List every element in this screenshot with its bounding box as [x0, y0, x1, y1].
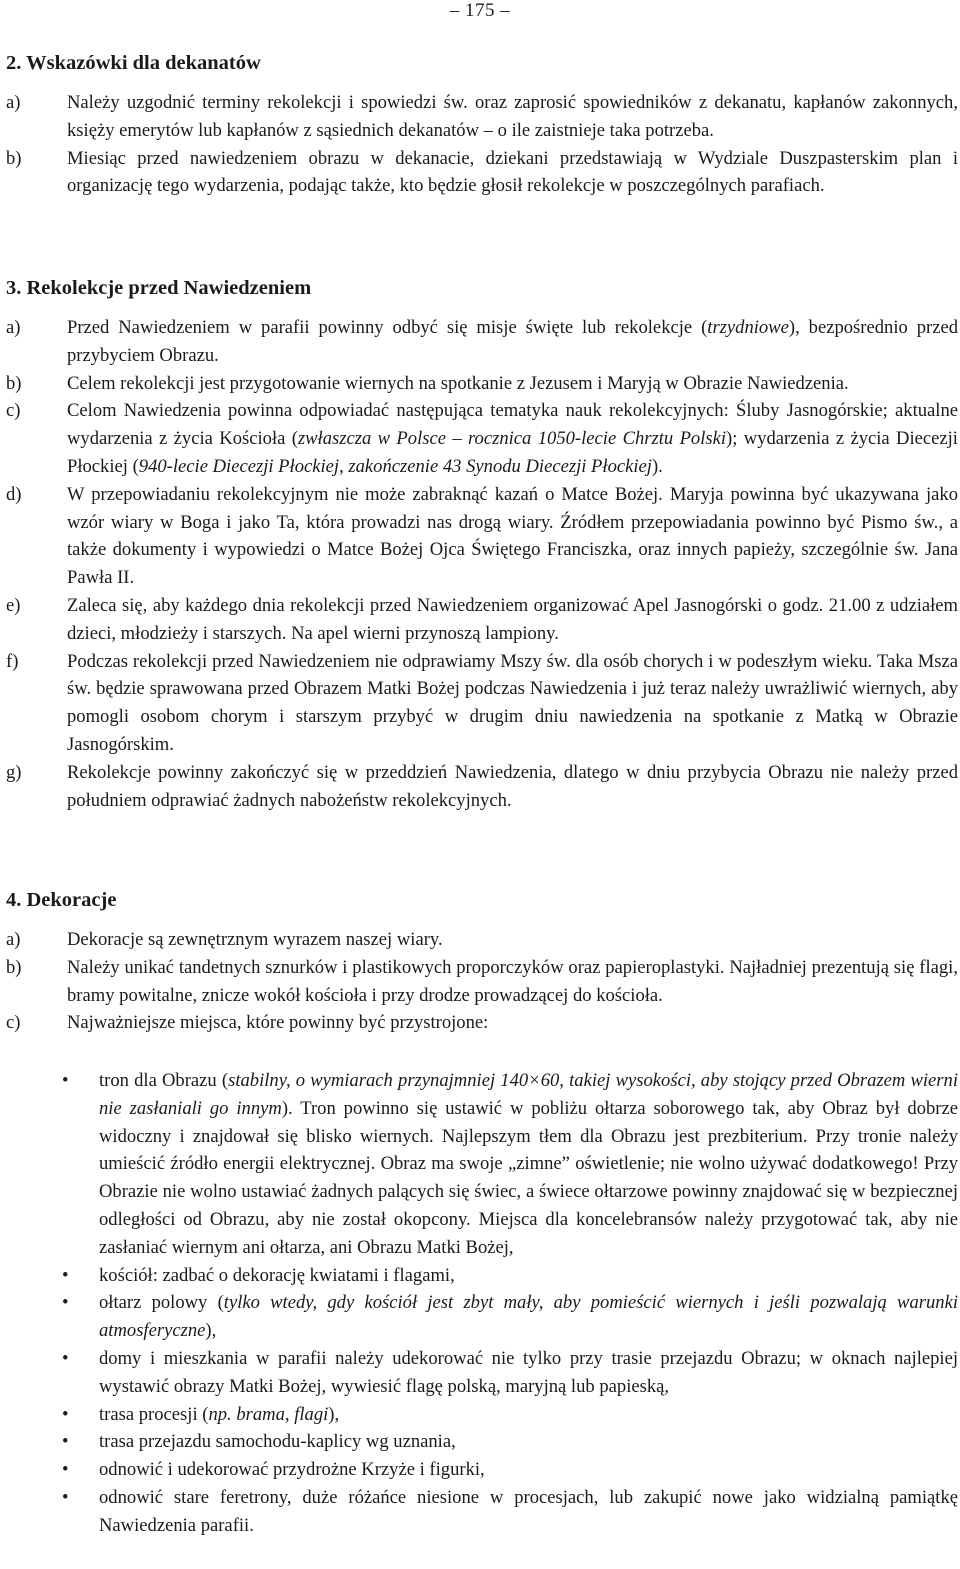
bullet-icon	[6, 1401, 99, 1429]
text-run: trasa procesji (	[99, 1403, 209, 1425]
item-text	[67, 1009, 958, 1037]
item-marker: d)	[6, 483, 22, 505]
text-run: trasa przejazdu samochodu-kaplicy wg uznania,	[99, 1431, 456, 1453]
text-run: Miesiąc przed nawiedzeniem obrazu w dekanacie, dziekani przedstawiają w Wydziale Duszpasterskim plan i organizację tego wydarzenia, podając także, kto będzie głosił rekolekcje w poszczególnych parafiach.	[67, 147, 958, 197]
item-text	[67, 397, 958, 480]
text-run: Najważniejsze miejsca, które powinny być przystrojone:	[67, 1012, 489, 1034]
bullet-text	[99, 1428, 958, 1456]
text-run: Celem rekolekcji jest przygotowanie wiernych na spotkanie z Jezusem i Maryją w Obrazie Nawiedzenia.	[67, 372, 849, 394]
item-marker: f)	[6, 650, 19, 672]
text-run: ); wydarzenia z życia Diecezji Płockiej (	[67, 428, 958, 477]
list-item	[6, 145, 958, 201]
bullet-item	[6, 1289, 958, 1345]
bullet-icon	[6, 1456, 99, 1484]
item-marker: b)	[6, 372, 22, 394]
list-item	[6, 648, 958, 759]
list-item	[6, 89, 958, 145]
text-run: ). Tron powinno się ustawić w pobliżu ołtarza soborowego tak, aby Obraz był dobrze widoczny i znajdował się blisko wiernych. Najlepszym tłem dla Obrazu jest prezbiterium. Przy tronie należy umieścić źródło energii elektrycznej. Obraz ma swoje „zimne” oświetlenie; nie wolno używać dodatkowego! Przy Obrazie nie wolno ustawiać żadnych palących się świec, a świece ołtarzowe powinny znajdować się w bezpiecznej odległości od Obrazu, aby nie został okopcony. Miejsca dla koncelebransów należy przygotować tak, aby nie zasłaniać wiernym ani ołtarza, ani Obrazu Matki Bożej,	[99, 1097, 958, 1258]
section-heading-4: 4. Dekoracje	[6, 889, 117, 911]
italic-text: tylko wtedy, gdy kościół jest zbyt mały, aby pomieścić wiernych i jeśli pozwalają warunki atmosferyczne	[99, 1292, 958, 1342]
list-item	[6, 954, 958, 1010]
text-run: tron dla Obrazu (	[99, 1070, 229, 1091]
text-run: odnowić i udekorować przydrożne Krzyże i figurki,	[99, 1459, 485, 1481]
bullet-text	[99, 1067, 958, 1262]
text-run: kościół: zadbać o dekorację kwiatami i flagami,	[99, 1264, 455, 1286]
bullet-item	[6, 1484, 958, 1540]
item-text	[67, 89, 958, 145]
text-run: odnowić stare feretrony, duże różańce niesione w procesjach, lub zakupić nowe jako widzialną pamiątkę Nawiedzenia parafii.	[99, 1486, 958, 1536]
bullet-item	[6, 1456, 958, 1484]
list-item	[6, 926, 958, 954]
item-text	[67, 145, 958, 201]
item-marker: c)	[6, 400, 21, 422]
text-run: ),	[328, 1403, 340, 1425]
item-text	[67, 481, 958, 592]
bullet-text	[99, 1262, 958, 1290]
italic-text: trzydniowe	[707, 317, 789, 338]
section-2-items	[6, 89, 958, 200]
bullet-item	[6, 1262, 958, 1290]
bullet-item	[6, 1067, 958, 1262]
item-marker: g)	[6, 761, 22, 783]
item-marker: b)	[6, 956, 22, 978]
bullet-icon	[6, 1428, 99, 1456]
list-item	[6, 481, 958, 592]
italic-text: zwłaszcza w Polsce – rocznica 1050-lecie Chrztu Polski	[297, 428, 727, 450]
text-run: ), bezpośrednio przed przybyciem Obrazu.	[67, 317, 959, 366]
text-run: Rekolekcje powinny zakończyć się w przeddzień Nawiedzenia, dlatego w dniu przybycia Obrazu nie należy przed południem odprawiać żadnych nabożeństw rekolekcyjnych.	[67, 761, 958, 811]
text-run: domy i mieszkania w parafii należy udekorować nie tylko przy trasie przejazdu Obrazu; w oknach najlepiej wystawić obrazy Matki Bożej, wywiesić flagę polską, maryjną lub papieską,	[99, 1347, 958, 1397]
item-marker: a)	[6, 92, 21, 113]
item-text	[67, 370, 958, 398]
list-item	[6, 1009, 958, 1037]
bullet-icon	[6, 1289, 99, 1345]
text-run: Należy unikać tandetnych sznurków i plastikowych proporczyków oraz papieroplastyki. Najładniej prezentują się flagi, bramy powitalne, znicze wokół kościoła i przy drodze prowadzącej do kościoła.	[67, 956, 958, 1006]
item-text	[67, 314, 958, 370]
text-run: Przed Nawiedzeniem w parafii powinny odbyć się misje święte lub rekolekcje (	[67, 317, 708, 338]
bullet-text	[99, 1401, 958, 1429]
bullet-icon	[6, 1345, 99, 1401]
list-item	[6, 397, 958, 480]
list-item	[6, 759, 958, 815]
item-text	[67, 648, 958, 759]
text-run: Dekoracje są zewnętrznym wyrazem naszej wiary.	[67, 929, 443, 950]
item-marker: b)	[6, 147, 22, 169]
list-item	[6, 592, 958, 648]
bullet-icon	[6, 1484, 99, 1540]
text-run: ),	[205, 1320, 217, 1342]
section-3-items	[6, 314, 958, 814]
text-run: Należy uzgodnić terminy rekolekcji i spowiedzi św. oraz zaprosić spowiedników z dekanatu, kapłanów zakonnych, księży emerytów lub kapłanów z sąsiednich dekanatów – o ile zaistnieje taka potrzeba.	[67, 92, 958, 141]
text-run: Podczas rekolekcji przed Nawiedzeniem nie odprawiamy Mszy św. dla osób chorych i w podeszłym wieku. Taka Msza św. będzie sprawowana przed Obrazem Matki Bożej podczas Nawiedzenia i już teraz należy uwrażliwić wiernych, aby pomogli osobom chorym i starszym przybyć w drugim dniu nawiedzenia na spotkanie z Matką w Obrazie Jasnogórskim.	[67, 650, 958, 755]
text-run: W przepowiadaniu rekolekcyjnym nie może zabraknąć kazań o Matce Bożej. Maryja powinna być ukazywana jako wzór wiary w Boga i jako Ta, która prowadzi nas drogą wiary. Źródłem przepowiadania powinno być Pismo św., a także dokumenty i wypowiedzi o Matce Bożej Ojca Świętego Franciszka, oraz innych papieży, szczególnie św. Jana Pawła II.	[67, 483, 958, 589]
bullet-text	[99, 1456, 958, 1484]
bullet-text	[99, 1484, 958, 1540]
italic-text: 940-lecie Diecezji Płockiej, zakończenie 43 Synodu Diecezji Płockiej	[138, 455, 652, 477]
decoration-bullet-list	[6, 1067, 958, 1540]
bullet-icon	[6, 1067, 99, 1262]
text-run: Celom Nawiedzenia powinna odpowiadać następująca tematyka nauk rekolekcyjnych: Śluby Jasnogórskie; aktualne wydarzenia z życia Kościoła (	[67, 400, 958, 450]
text-run: ołtarz polowy (	[99, 1292, 224, 1314]
item-marker: a)	[6, 929, 21, 950]
bullet-item	[6, 1401, 958, 1429]
section-heading-2: 2. Wskazówki dla dekanatów	[6, 52, 261, 74]
list-item	[6, 370, 958, 398]
page-number: – 175 –	[449, 0, 511, 21]
item-marker: c)	[6, 1012, 21, 1034]
text-run: ).	[651, 455, 663, 477]
item-marker: e)	[6, 594, 21, 616]
item-text	[67, 954, 958, 1010]
bullet-item	[6, 1428, 958, 1456]
bullet-item	[6, 1345, 958, 1401]
section-4-items	[6, 926, 958, 1037]
text-run: Zaleca się, aby każdego dnia rekolekcji przed Nawiedzeniem organizować Apel Jasnogórski o godz. 21.00 z udziałem dzieci, młodzieży i starszych. Na apel wierni przynoszą lampiony.	[67, 594, 958, 644]
italic-text: np. brama, flagi	[208, 1403, 329, 1425]
bullet-text	[99, 1345, 958, 1401]
item-text	[67, 759, 958, 815]
list-item	[6, 314, 958, 370]
bullet-text	[99, 1289, 958, 1345]
item-marker: a)	[6, 317, 21, 338]
bullet-icon	[6, 1262, 99, 1290]
italic-text: stabilny, o wymiarach przynajmniej 140×60, takiej wysokości, aby stojący przed Obrazem wierni nie zasłaniali go innym	[99, 1070, 958, 1119]
item-text	[67, 592, 958, 648]
item-text	[67, 926, 958, 954]
section-heading-3: 3. Rekolekcje przed Nawiedzeniem	[6, 277, 312, 299]
